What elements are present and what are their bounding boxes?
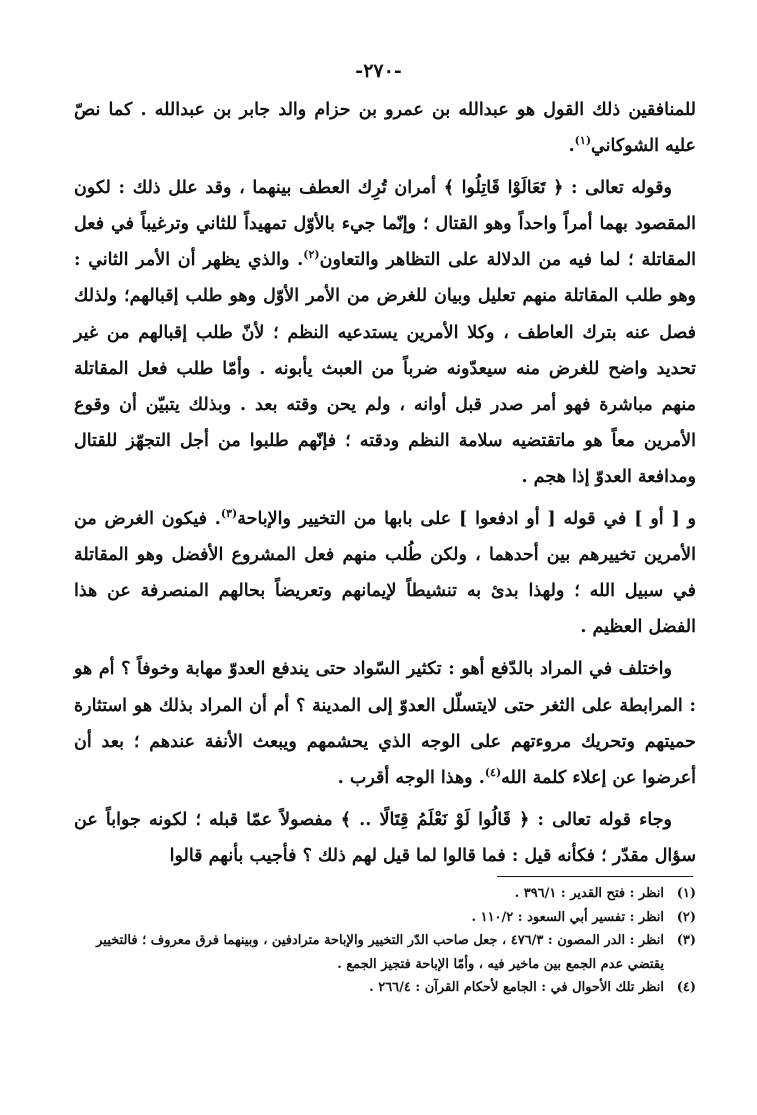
footnote-separator	[497, 876, 693, 877]
footnote-number: (٤)	[676, 980, 696, 995]
text-run: للمنافقين ذلك القول هو عبدالله بن عمرو بن حزام والد جابر بن عبدالله . كما نصّ عليه الشوكاني	[74, 100, 696, 157]
paragraph-3	[74, 501, 696, 645]
paragraph-4	[74, 651, 696, 795]
footnote-item	[70, 906, 696, 930]
text-run: وجاء قوله تعالى :	[529, 809, 672, 830]
text-run: .	[568, 136, 575, 157]
text-run: واختلف في المراد بالدّفع أهو : تكثير السّواد حتى يندفع العدوّ مهابة وخوفاً ؟ أم هو : المرابطة على الثغر حتى لايتسلّل العدوّ إلى المدينة ؟ أم أن المراد بذلك هو استثارة حميتهم وتحريك مروءتهم على الوجه الذي يحشمهم ويبعث الأنفة عندهم ؛ بعد أن أعرضوا عن إعلاء كلمة الله	[74, 659, 696, 788]
page-number: -٢٧٠-	[355, 60, 402, 82]
quran-verse: ﴿ تَعَالَوْا قَاتِلُوا ﴾	[443, 178, 564, 199]
footnote-number: (١)	[676, 886, 696, 901]
quran-verse: ﴿ قَالُوا لَوْ نَعْلَمُ قِتَالًا .. ﴾	[340, 809, 530, 830]
footnote-ref: (٢)	[303, 248, 320, 262]
text-run: . وهذا الوجه أقرب .	[337, 767, 485, 788]
text-run: و [ أو ] في قوله [ أو ادفعوا ] على بابها من التخيير والإباحة	[237, 509, 696, 530]
footnote-text: انظر : فتح القدير : ٣٩٦/١ .	[514, 886, 664, 901]
footnote-text: انظر : الدر المصون : ٤٧٦/٣ ، جعل صاحب الدّر التخيير والإباحة مترادفين ، وبينهما فرق معروف ؛ فالتخيير يقتضي عدم الجمع بين ماخير فيه ، وأمّا الإباحة فتجيز الجمع .	[96, 933, 664, 972]
text-run: وقوله تعالى :	[563, 178, 672, 199]
footnote-item	[70, 976, 696, 1000]
text-run: . والذي يظهر أن الأمر الثاني : وهو طلب المقاتلة منهم تعليل وبيان للغرض من الأمر الأوّل وهو طلب إقبالهم؛ ولذلك فصل عنه بترك العاطف ، وكلا الأمرين يستدعيه النظم ؛ لأنّ طلب إقبالهم من غير تحديد واضح للغرض منه سيعدّونه ضرباً من العبث يأبونه . وأمّا طلب فعل المقاتلة منهم مباشرة فهو أمر صدر قبل أوانه ، ولم يحن وقته بعد . وبذلك يتبيّن أن وقوع الأمرين معاً هو ماتقتضيه سلامة النظم ودقته ؛ فإنّهم طلبوا من أجل التجهّز للقتال ومدافعة العدوّ إذا هجم .	[74, 250, 696, 487]
paragraph-1	[74, 92, 696, 164]
paragraph-2	[74, 170, 696, 495]
text-run: أمران تُرِك العطف بينهما ، وقد علل ذلك : لكون المقصود بهما أمراً واحداً وهو القتال ؛ وإنّما جيء بالأوّل تمهيداً للثاني وترغيباً في فعل المقاتلة ؛ لما فيه من الدلالة على التظاهر والتعاون	[74, 178, 697, 271]
footnote-text: انظر : تفسير أبي السعود : ١١٠/٢ .	[471, 909, 664, 925]
main-text	[74, 92, 696, 880]
footnote-ref: (١)	[574, 134, 592, 148]
footnotes	[70, 882, 696, 1000]
footnote-number: (٣)	[676, 933, 696, 948]
footnote-text: انظر تلك الأحوال في : الجامع لأحكام القرآن : ٢٦٦/٤ .	[369, 980, 664, 995]
text-run: مفصولاً عمّا قبله ؛ لكونه جواباً عن سؤال مقدّر ؛ فكأنه قيل : فما قالوا لما قيل لهم ذلك ؟ فأجيب بأنهم قالوا	[74, 809, 696, 866]
footnote-ref: (٤)	[484, 765, 502, 779]
footnote-number: (٢)	[676, 909, 696, 925]
footnote-item	[70, 929, 696, 976]
text-run: . فيكون الغرض من الأمرين تخييرهم بين أحدهما ، ولكن طُلب منهم فعل المشروع الأفضل وهو المقاتلة في سبيل الله ؛ ولهذا بدئ به تنشيطاً لإيمانهم وتعريضاً بحالهم المنصرفة عن هذا الفضل العظيم .	[74, 509, 696, 638]
footnote-ref: (٣)	[220, 507, 238, 521]
footnote-item	[70, 882, 696, 906]
paragraph-5	[74, 802, 696, 874]
